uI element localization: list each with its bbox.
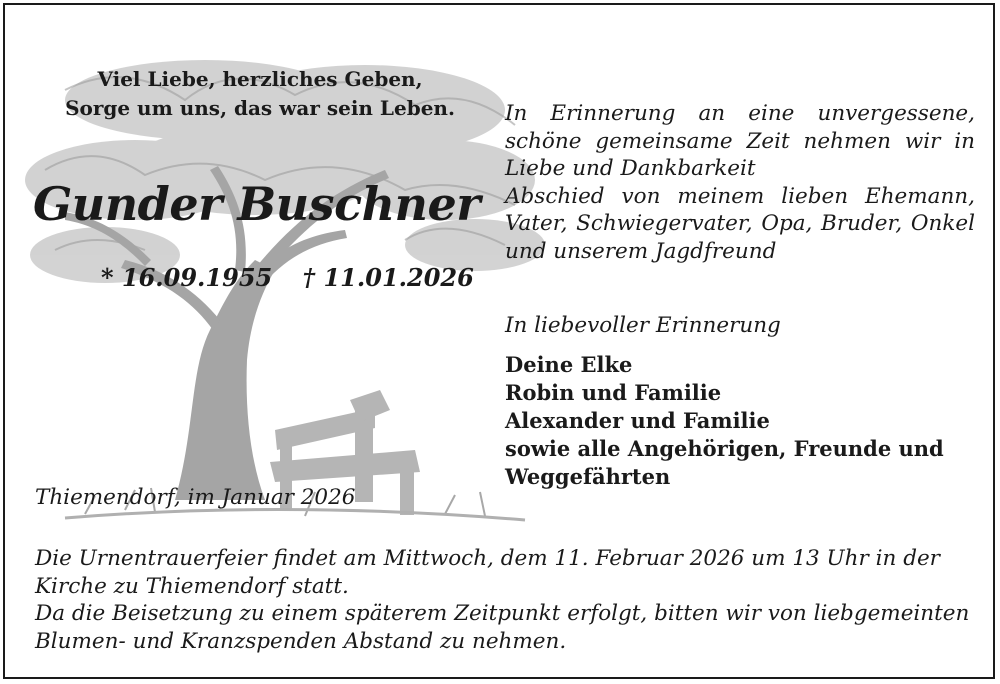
obituary-frame (3, 3, 995, 679)
birth-date: * 16.09.1955 (101, 263, 273, 292)
death-date: † 11.01.2026 (302, 263, 474, 292)
place-and-date: Thiemendorf, im Januar 2026 (35, 485, 356, 510)
motto-line-1: Viel Liebe, herzliches Geben, (97, 67, 423, 91)
notice-line-1: Die Urnentrauerfeier findet am Mittwoch, dem 11. Februar 2026 um 13 Uhr in der Kirche zu Thiemendorf statt. (35, 546, 940, 599)
farewell-text (505, 100, 975, 265)
signer: sowie alle Angehörigen, Freunde und (505, 436, 944, 461)
remembrance-line: In liebevoller Erinnerung (505, 313, 781, 338)
deceased-name: Gunder Buschner (33, 177, 480, 231)
farewell-line-1: In Erinnerung an eine unvergessene, schöne gemeinsame Zeit nehmen wir in Liebe und Dankbarkeit (505, 101, 975, 181)
signers-list (505, 351, 975, 491)
signer: Weggefährten (505, 464, 671, 489)
signer: Robin und Familie (505, 380, 722, 405)
motto-line-2: Sorge um uns, das war sein Leben. (65, 96, 455, 120)
motto (45, 65, 475, 123)
life-dates (101, 263, 496, 292)
signer: Deine Elke (505, 352, 633, 377)
signer: Alexander und Familie (505, 408, 770, 433)
notice-line-2: Da die Beisetzung zu einem späterem Zeitpunkt erfolgt, bitten wir von liebgemeinten Blumen- und Kranzspenden Abstand zu nehmen. (35, 601, 970, 654)
farewell-line-2: Abschied von meinem lieben Ehemann, Vater, Schwiegervater, Opa, Bruder, Onkel und unserem Jagdfreund (505, 183, 975, 264)
funeral-notice (35, 545, 975, 655)
